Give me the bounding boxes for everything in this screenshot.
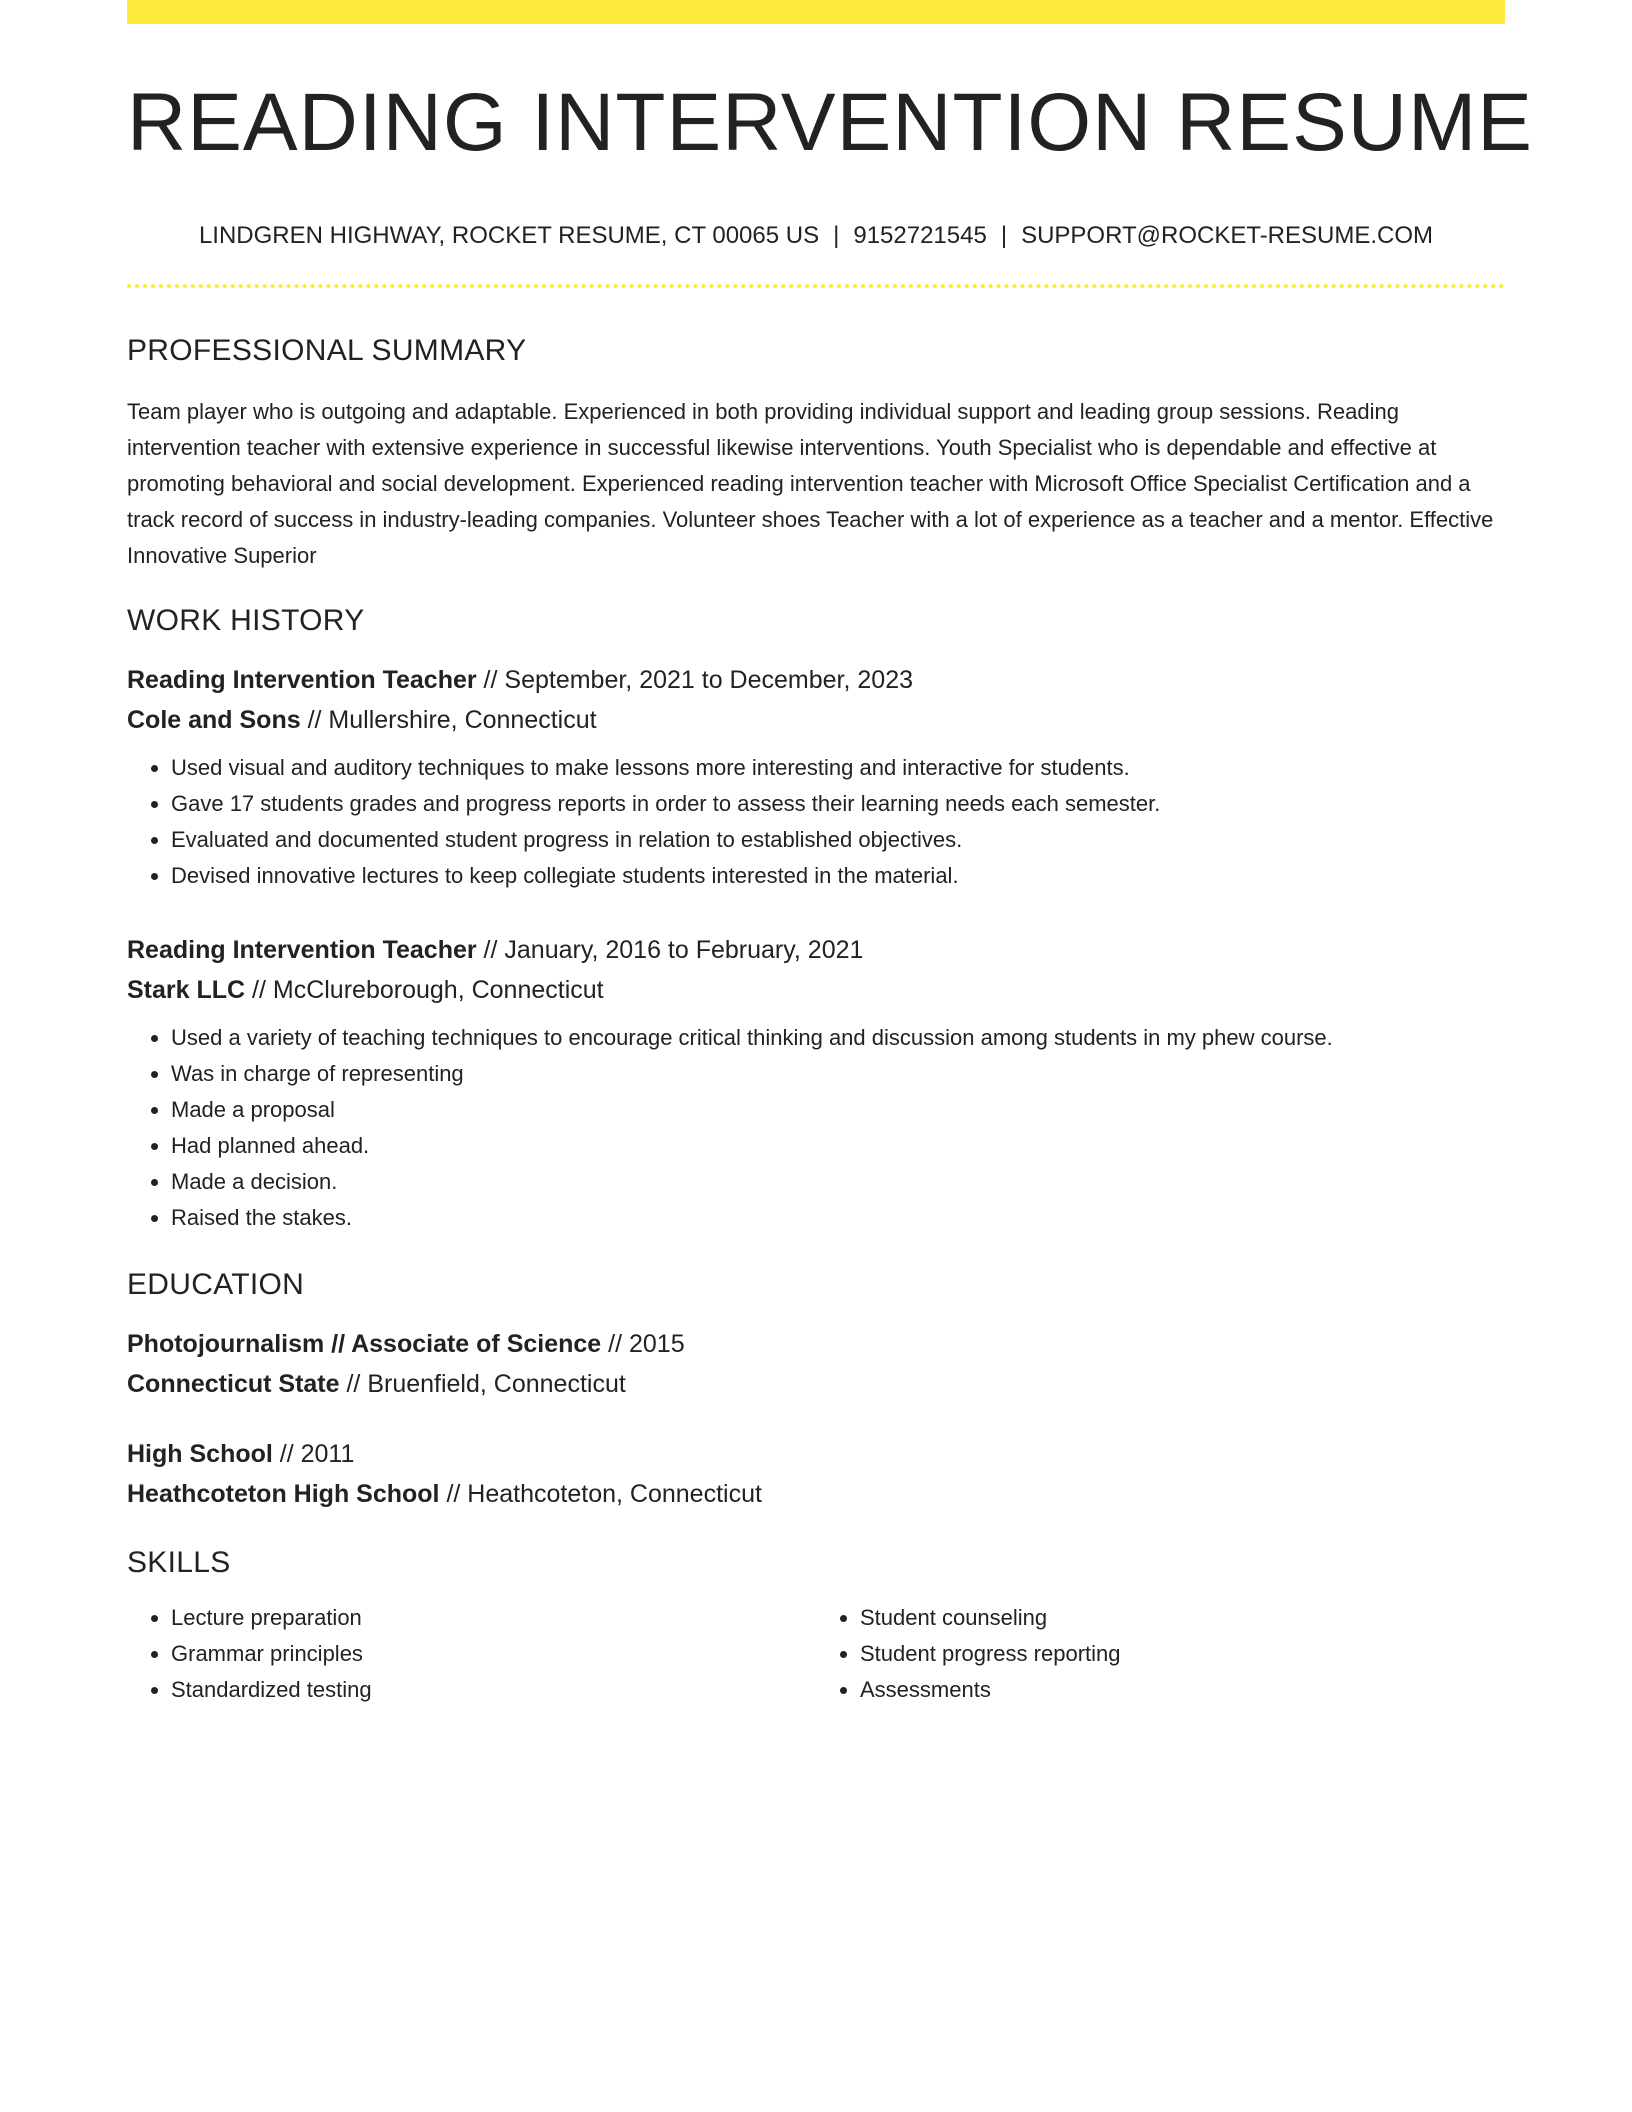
job-entry: [127, 660, 1505, 894]
job-entry: [127, 930, 1505, 1236]
list-item: • Assessments: [860, 1672, 1505, 1708]
job-company: Stark LLC: [127, 976, 246, 1004]
job-dates: // September, 2021 to December, 2023: [476, 666, 913, 694]
skills-right-column: [816, 1600, 1505, 1708]
job-bullets: [127, 750, 1505, 894]
contact-address: LINDGREN HIGHWAY, ROCKET RESUME, CT 00065 US: [198, 222, 820, 249]
work-history-heading: WORK HISTORY: [127, 604, 365, 637]
education-school: Connecticut State: [127, 1370, 340, 1398]
skills-columns: [127, 1600, 1505, 1708]
education-school: Heathcoteton High School: [127, 1480, 440, 1508]
education-entry: [127, 1434, 1505, 1514]
contact-line: [127, 222, 1505, 250]
list-item: • Grammar principles: [171, 1636, 816, 1672]
list-item: • Devised innovative lectures to keep collegiate students interested in the material.: [171, 858, 1505, 894]
list-item: • Was in charge of representing: [171, 1056, 1505, 1092]
skills-heading: SKILLS: [127, 1546, 231, 1579]
education-entry: [127, 1324, 1505, 1404]
education-year: // 2015: [601, 1330, 685, 1358]
job-company-line: [127, 700, 1505, 740]
education-school-line: [127, 1364, 1505, 1404]
job-location: // Mullershire, Connecticut: [300, 706, 597, 734]
list-item: • Made a decision.: [171, 1164, 1505, 1200]
list-item: • Used visual and auditory techniques to make lessons more interesting and interactive for students.: [171, 750, 1505, 786]
skills-left-column: [127, 1600, 816, 1708]
education-degree-line: [127, 1434, 1505, 1474]
education-degree: Photojournalism // Associate of Science: [127, 1330, 602, 1358]
job-company: Cole and Sons: [127, 706, 301, 734]
dotted-divider: [127, 284, 1505, 288]
list-item: • Evaluated and documented student progress in relation to established objectives.: [171, 822, 1505, 858]
education-heading: EDUCATION: [127, 1268, 305, 1301]
education-year: // 2011: [272, 1440, 355, 1468]
contact-separator: |: [1000, 222, 1008, 249]
job-title: Reading Intervention Teacher: [127, 936, 477, 964]
education-degree: High School: [127, 1440, 273, 1468]
education-location: // Heathcoteton, Connecticut: [439, 1480, 762, 1508]
contact-separator: |: [833, 222, 840, 249]
list-item: • Student counseling: [860, 1600, 1505, 1636]
job-location: // McClureborough, Connecticut: [245, 976, 604, 1004]
summary-heading: PROFESSIONAL SUMMARY: [127, 334, 527, 367]
education-school-line: [127, 1474, 1505, 1514]
list-item: • Used a variety of teaching techniques to encourage critical thinking and discussion among students in my phew course.: [171, 1020, 1505, 1056]
job-title-line: [127, 930, 1505, 970]
list-item: • Gave 17 students grades and progress reports in order to assess their learning needs each semester.: [171, 786, 1505, 822]
job-title: Reading Intervention Teacher: [127, 666, 477, 694]
job-company-line: [127, 970, 1505, 1010]
job-dates: // January, 2016 to February, 2021: [476, 936, 864, 964]
list-item: • Standardized testing: [171, 1672, 816, 1708]
list-item: • Lecture preparation: [171, 1600, 816, 1636]
contact-phone: 9152721545: [853, 222, 987, 249]
resume-title: READING INTERVENTION RESUME: [127, 77, 1533, 168]
job-title-line: [127, 660, 1505, 700]
summary-text: Team player who is outgoing and adaptable. Experienced in both providing individual support and leading group sessions. Reading intervention teacher with extensive experience in successful likewise interventions. Youth Specialist who is dependable and effective at promoting behavioral and social development. Experienced reading intervention teacher with Microsoft Office Specialist Certification and a track record of success in industry-leading companies. Volunteer shoes Teacher with a lot of experience as a teacher and a mentor. Effective Innovative Superior: [127, 399, 1494, 568]
education-degree-line: [127, 1324, 1505, 1364]
list-item: • Had planned ahead.: [171, 1128, 1505, 1164]
list-item: • Made a proposal: [171, 1092, 1505, 1128]
top-accent-bar: [127, 0, 1505, 24]
list-item: • Student progress reporting: [860, 1636, 1505, 1672]
education-location: // Bruenfield, Connecticut: [339, 1370, 626, 1398]
job-bullets: [127, 1020, 1505, 1236]
contact-email: SUPPORT@ROCKET-RESUME.COM: [1021, 222, 1434, 249]
list-item: • Raised the stakes.: [171, 1200, 1505, 1236]
